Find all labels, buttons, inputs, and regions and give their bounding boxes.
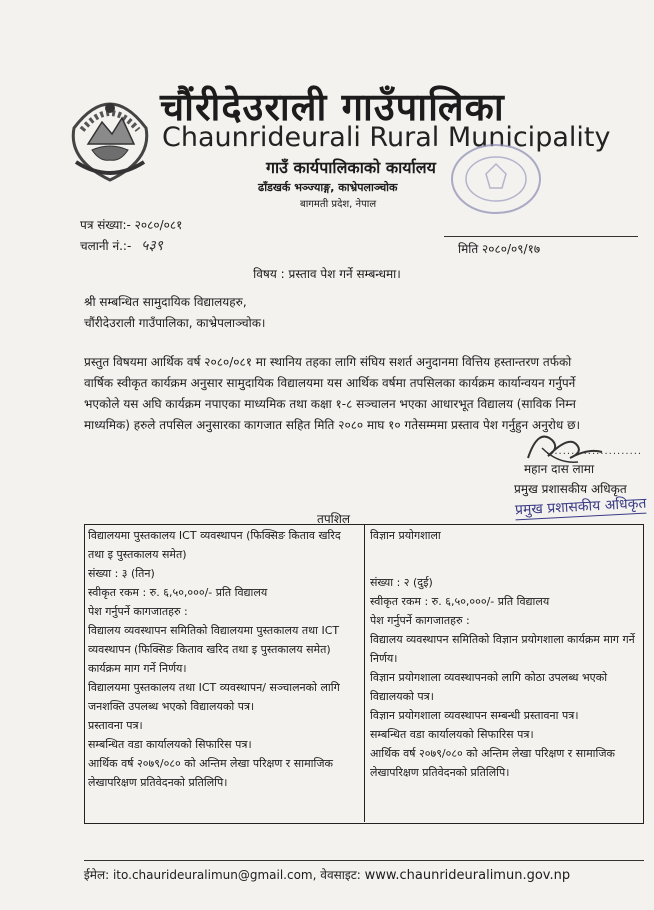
left-item-doc-5: आर्थिक वर्ष २०७९/०८० को अन्तिम लेखा परिक्षण र सामाजिक लेखापरिक्षण प्रतिवेदनको प्रतिलिपि। bbox=[88, 757, 333, 789]
table-title: तपशिल bbox=[317, 512, 351, 526]
municipality-title-english: Chaunrideurali Rural Municipality bbox=[162, 122, 611, 153]
right-item-docs-heading: पेश गर्नुपर्ने कागजातहरु : bbox=[370, 614, 470, 627]
right-item-doc-2: विज्ञान प्रयोगशाला व्यवस्थापनको लागि कोठा उपलब्ध भएको विद्यालयको पत्र। bbox=[370, 671, 608, 703]
email-label: ईमेल: bbox=[83, 868, 110, 882]
reference-number: पत्र संख्या:- २०८०/०८१ bbox=[80, 218, 183, 232]
office-stamp bbox=[448, 140, 544, 218]
website-link[interactable]: www.chaunrideuralimun.gov.np bbox=[364, 868, 571, 883]
signer-name: महान दास लामा bbox=[524, 462, 595, 476]
office-province: बागमती प्रदेश, नेपाल bbox=[300, 199, 377, 210]
footer bbox=[0, 866, 654, 883]
left-item-doc-4: सम्बन्धित वडा कार्यालयको सिफारिस पत्र। bbox=[88, 738, 252, 751]
dispatch-number: ५३९ bbox=[141, 238, 163, 254]
right-item-amount: स्वीकृत रकम : रु. ६,५०,०००/- प्रति विद्यालय bbox=[370, 595, 550, 608]
letter-date: मिति २०८०/०९/१७ bbox=[458, 242, 541, 256]
left-item-count: संख्या : ३ (तिन) bbox=[88, 567, 155, 580]
letter-subject: विषय : प्रस्ताव पेश गर्ने सम्बन्धमा। bbox=[253, 267, 401, 281]
office-name: गाउँ कार्यपालिकाको कार्यालय bbox=[266, 158, 436, 177]
left-item-docs-heading: पेश गर्नुपर्ने कागजातहरु : bbox=[88, 605, 188, 618]
dispatch-label: चलानी नं.:- bbox=[80, 239, 132, 253]
right-item-doc-1: विद्यालय व्यवस्थापन समितिको विज्ञान प्रयोगशाला कार्यक्रम माग गर्ने निर्णय। bbox=[370, 633, 635, 665]
table-right-column bbox=[370, 526, 636, 782]
table-left-column bbox=[88, 526, 360, 792]
addressee-block bbox=[84, 292, 266, 334]
designation-stamp: प्रमुख प्रशासकीय अधिकृत bbox=[514, 495, 647, 519]
email-link[interactable]: ito.chaurideuralimun@gmail.com, bbox=[112, 868, 317, 882]
right-item-doc-4: सम्बन्धित वडा कार्यालयको सिफारिस पत्र। bbox=[370, 728, 534, 741]
left-item-doc-2: विद्यालयमा पुस्तकालय तथा ICT व्यवस्थापन/ सञ्चालनको लागि जनशक्ति उपलब्ध भएको विद्यालयको पत्र। bbox=[88, 681, 340, 713]
right-item-count: संख्या : २ (दुई) bbox=[370, 576, 433, 589]
letter-body: प्रस्तुत विषयमा आर्थिक वर्ष २०८०/०८१ मा स्थानिय तहका लागि संघिय सशर्त अनुदानमा वित्तिय हस्तान्तरण तर्फको वार्षिक स्वीकृत कार्यक्रम अनुसार सामुदायिक विद्यालयमा यस आर्थिक वर्षमा तपसिलका कार्यक्रम कार्यान्वयन गर्नुपर्ने भएकोले यस अघि कार्यक्रम नपाएका माध्यमिक तथा कक्षा १-८ सञ्चालन भएका आधारभूत विद्यालय (साविक निम्न माध्यमिक) हरुले तपसिल अनुसारका कागजात सहित मिति २०८० माघ १० गतेसम्ममा प्रस्ताव पेश गर्नुहुन अनुरोध छ। bbox=[84, 355, 581, 432]
table-column-divider bbox=[364, 524, 365, 822]
nepal-emblem-logo bbox=[62, 88, 158, 186]
signature-line: ······················· bbox=[546, 449, 643, 460]
date-divider bbox=[444, 236, 638, 237]
left-item-title: विद्यालयमा पुस्तकालय ICT व्यवस्थापन (फिक्सिङ किताव खरिद तथा इ पुस्तकालय समेत) bbox=[88, 529, 341, 561]
footer-divider bbox=[84, 860, 644, 861]
addressee-line-2: चौंरीदेउराली गाउँपालिका, काभ्रेपलाञ्चोक। bbox=[84, 316, 266, 330]
addressee-line-1: श्री सम्बन्धित सामुदायिक विद्यालयहरु, bbox=[84, 295, 247, 309]
dispatch-number-row bbox=[80, 236, 163, 255]
signer-designation: प्रमुख प्रशासकीय अधिकृत bbox=[514, 482, 627, 496]
right-column-spacer bbox=[370, 545, 636, 573]
right-item-title: विज्ञान प्रयोगशाला bbox=[370, 529, 441, 542]
right-item-doc-5: आर्थिक वर्ष २०७९/०८० को अन्तिम लेखा परिक्षण र सामाजिक लेखापरिक्षण प्रतिवेदनको प्रतिलिपि। bbox=[370, 747, 615, 779]
left-item-amount: स्वीकृत रकम : रु. ६,५०,०००/- प्रति विद्यालय bbox=[88, 586, 268, 599]
right-item-doc-3: विज्ञान प्रयोगशाला व्यवस्थापन सम्बन्धी प्रस्तावना पत्र। bbox=[370, 709, 579, 722]
left-item-doc-3: प्रस्तावना पत्र। bbox=[88, 719, 143, 732]
left-item-doc-1: विद्यालय व्यवस्थापन समितिको विद्यालयमा पुस्तकालय तथा ICT व्यवस्थापन (फिक्सिङ किताव खरिद तथा इ पुस्तकालय समेत) कार्यक्रम माग गर्ने निर्णय। bbox=[88, 624, 340, 675]
municipality-title-nepali: चौंरीदेउराली गाउँपालिका bbox=[160, 85, 505, 129]
website-label: वेवसाइट: bbox=[320, 868, 361, 882]
office-address: ढाँडखर्क भञ्ज्याङ्ग, काभ्रेपलाञ्चोक bbox=[258, 181, 398, 194]
